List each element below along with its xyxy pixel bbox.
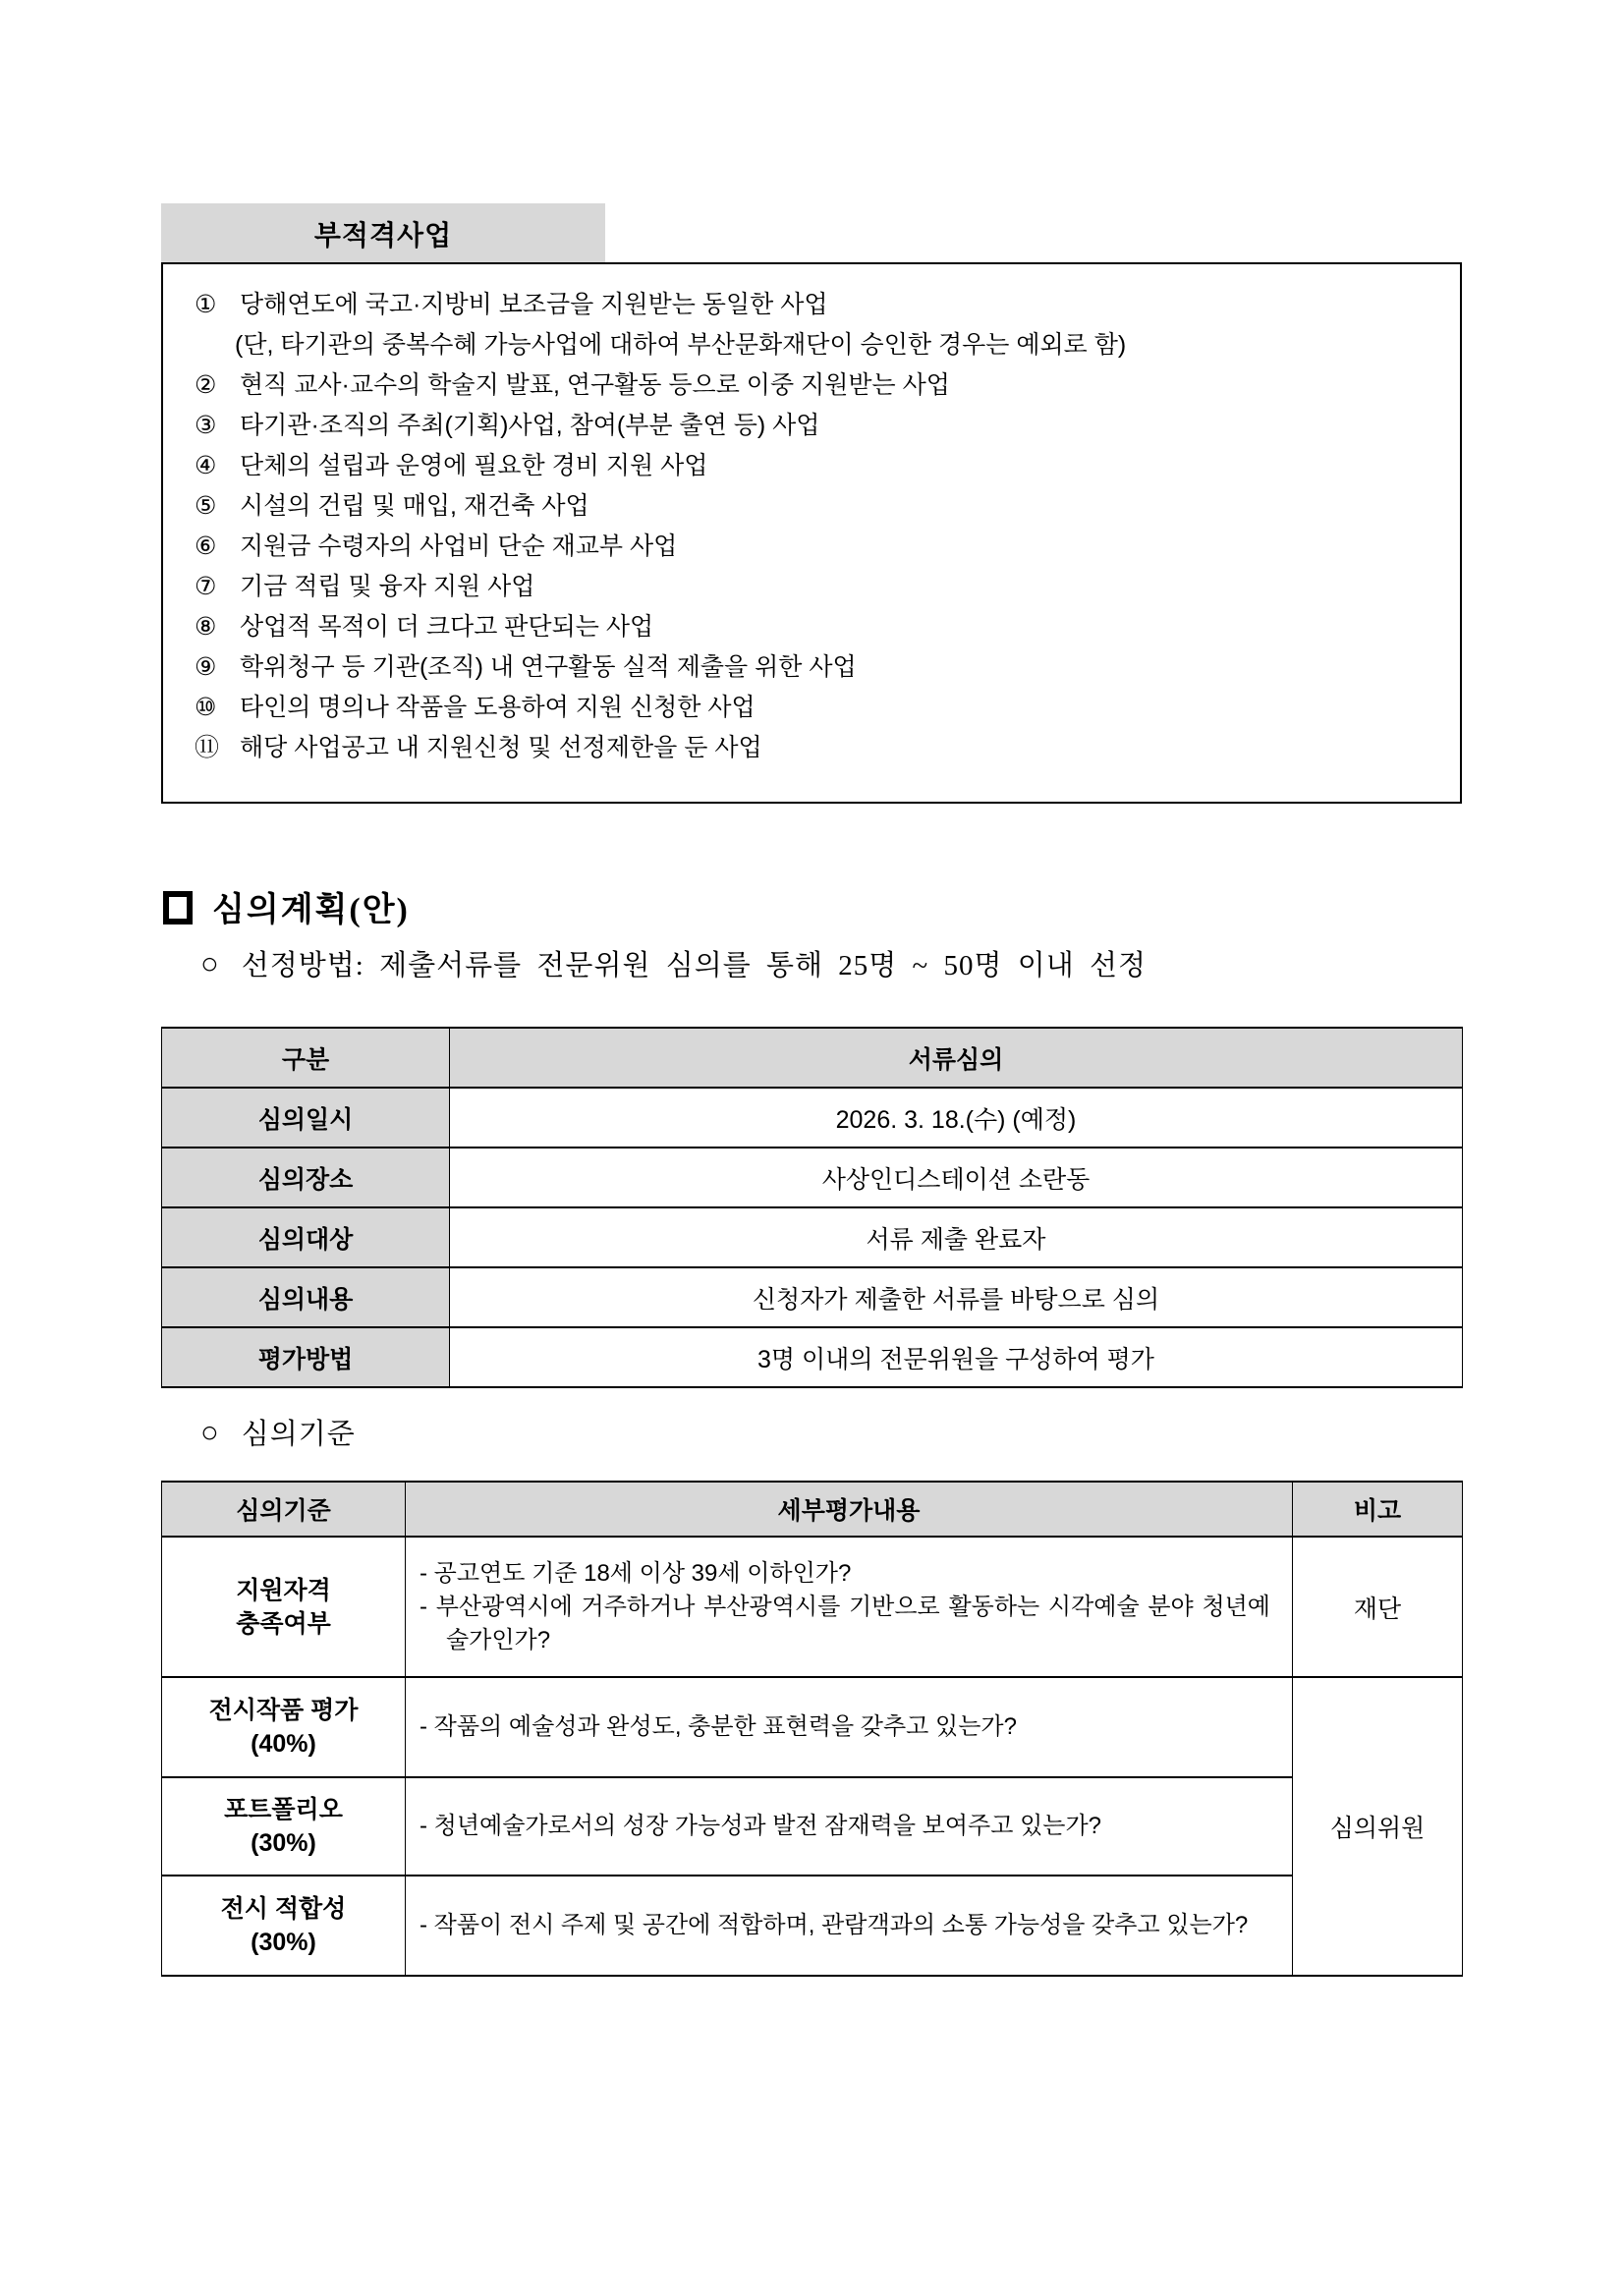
criterion-cell: 지원자격 충족여부 [162,1537,406,1677]
ineligible-list-line [195,728,1434,768]
criterion-details-cell [406,1537,1293,1677]
list-number-icon: ⑧ [195,613,217,641]
review-row-label: 평가방법 [162,1327,450,1387]
criteria-row [162,1677,1463,1777]
criterion-details-cell [406,1677,1293,1777]
criteria-row [162,1537,1463,1677]
ineligible-list-line-text: 타기관·조직의 주최(기획)사업, 참여(부분 출연 등) 사업 [240,412,820,439]
table-row [162,1327,1463,1387]
review-criteria-table [161,1481,1463,1977]
table-row [162,1088,1463,1148]
selection-method-text: 선정방법: 제출서류를 전문위원 심의를 통해 25명 ~ 50명 이내 선정 [241,950,1148,981]
list-number-icon: ⑥ [195,532,217,560]
review-schedule-table [161,1027,1463,1388]
table-row [162,1267,1463,1327]
review-row-label: 심의일시 [162,1088,450,1148]
list-number-icon: ⑤ [195,492,217,520]
criterion-detail-item: - 부산광역시에 거주하거나 부산광역시를 기반으로 활동하는 시각예술 분야 청년예술가인가? [420,1593,1270,1653]
ineligible-list-line-text: 타인의 명의나 작품을 도용하여 지원 신청한 사업 [240,694,756,721]
ineligible-list-line-text: 시설의 건립 및 매입, 재건축 사업 [240,492,589,520]
list-number-icon: ④ [195,452,217,479]
ineligible-list-line-text: 당해연도에 국고·지방비 보조금을 지원받는 동일한 사업 [240,291,828,318]
list-number-icon: ⑩ [195,694,217,721]
review-row-value: 3명 이내의 전문위원을 구성하여 평가 [450,1327,1463,1387]
criteria-heading-line [200,1412,356,1452]
ineligible-list-line [195,486,1434,527]
review-row-label: 심의대상 [162,1207,450,1267]
ineligible-list [195,285,1434,768]
review-plan-heading [163,882,410,930]
ineligible-list-line-text: 단체의 설립과 운영에 필요한 경비 지원 사업 [240,452,708,479]
table-row [162,1207,1463,1267]
table-header-row [162,1028,1463,1088]
ineligible-list-line-text: 현직 교사·교수의 학술지 발표, 연구활동 등으로 이중 지원받는 사업 [240,371,950,399]
criteria-row [162,1876,1463,1976]
criterion-detail-item: - 청년예술가로서의 성장 가능성과 발전 잠재력을 보여주고 있는가? [420,1813,1101,1839]
criterion-details-cell [406,1876,1293,1976]
ineligible-list-line-text: 해당 사업공고 내 지원신청 및 선정제한을 둔 사업 [240,734,762,761]
ineligible-list-line [195,567,1434,607]
criterion-note-cell: 재단 [1293,1537,1463,1677]
criterion-cell: 포트폴리오 (30%) [162,1777,406,1876]
criteria-header-row [162,1482,1463,1537]
criterion-detail-item: - 공고연도 기준 18세 이상 39세 이하인가? [420,1559,852,1587]
review-row-value: 신청자가 제출한 서류를 바탕으로 심의 [450,1267,1463,1327]
list-number-icon: ⑪ [195,734,220,761]
ineligible-list-line [195,365,1434,406]
ineligible-list-line [195,285,1434,325]
ineligible-list-line [195,527,1434,567]
ineligible-list-line-text: 학위청구 등 기관(조직) 내 연구활동 실적 제출을 위한 사업 [240,653,857,681]
ineligible-section-title: 부적격사업 [313,219,453,251]
square-bullet-icon [163,891,193,924]
list-number-icon: ⑦ [195,573,217,600]
ineligible-list-line [195,647,1434,688]
ineligible-list-line-text: (단, 타기관의 중복수혜 가능사업에 대하여 부산문화재단이 승인한 경우는 예외로 함) [235,331,1127,359]
ineligible-list-line-text: 기금 적립 및 융자 지원 사업 [240,573,535,600]
table-row [162,1148,1463,1207]
ineligible-list-box [161,262,1462,804]
review-row-value: 서류 제출 완료자 [450,1207,1463,1267]
list-number-icon: ⑨ [195,653,217,681]
circle-bullet-icon: ○ [200,1415,220,1449]
ineligible-section-label-box [161,203,605,263]
review-plan-heading-text: 심의계획(안) [212,892,410,928]
review-row-label: 심의내용 [162,1267,450,1327]
criteria-heading-text: 심의기준 [241,1419,356,1450]
review-row-value: 사상인디스테이션 소란동 [450,1148,1463,1207]
criteria-row [162,1777,1463,1876]
criteria-header-cell-2: 비고 [1293,1482,1463,1537]
review-row-value: 2026. 3. 18.(수) (예정) [450,1088,1463,1148]
list-number-icon: ② [195,371,217,399]
criteria-header-cell-0: 심의기준 [162,1482,406,1537]
criterion-detail-item: - 작품의 예술성과 완성도, 충분한 표현력을 갖추고 있는가? [420,1713,1017,1740]
ineligible-list-line [195,607,1434,647]
ineligible-list-line [195,406,1434,446]
review-row-label: 심의장소 [162,1148,450,1207]
circle-bullet-icon: ○ [200,946,220,980]
criterion-cell: 전시 적합성 (30%) [162,1876,406,1976]
criterion-note-cell: 심의위원 [1293,1677,1463,1976]
ineligible-list-line [195,688,1434,728]
criterion-cell: 전시작품 평가 (40%) [162,1677,406,1777]
criteria-header-cell-1: 세부평가내용 [406,1482,1293,1537]
criterion-detail-item: - 작품이 전시 주제 및 공간에 적합하며, 관람객과의 소통 가능성을 갖추고 있는가? [420,1912,1249,1938]
criterion-details-cell [406,1777,1293,1876]
ineligible-list-line-text: 지원금 수령자의 사업비 단순 재교부 사업 [240,532,678,560]
review-table-header-label: 구분 [162,1028,450,1088]
ineligible-list-line [195,446,1434,486]
selection-method-line [200,943,1147,983]
list-number-icon: ③ [195,412,217,439]
ineligible-list-line [235,325,1434,365]
list-number-icon: ① [195,291,217,318]
review-table-header-value: 서류심의 [450,1028,1463,1088]
ineligible-list-line-text: 상업적 목적이 더 크다고 판단되는 사업 [240,613,654,641]
